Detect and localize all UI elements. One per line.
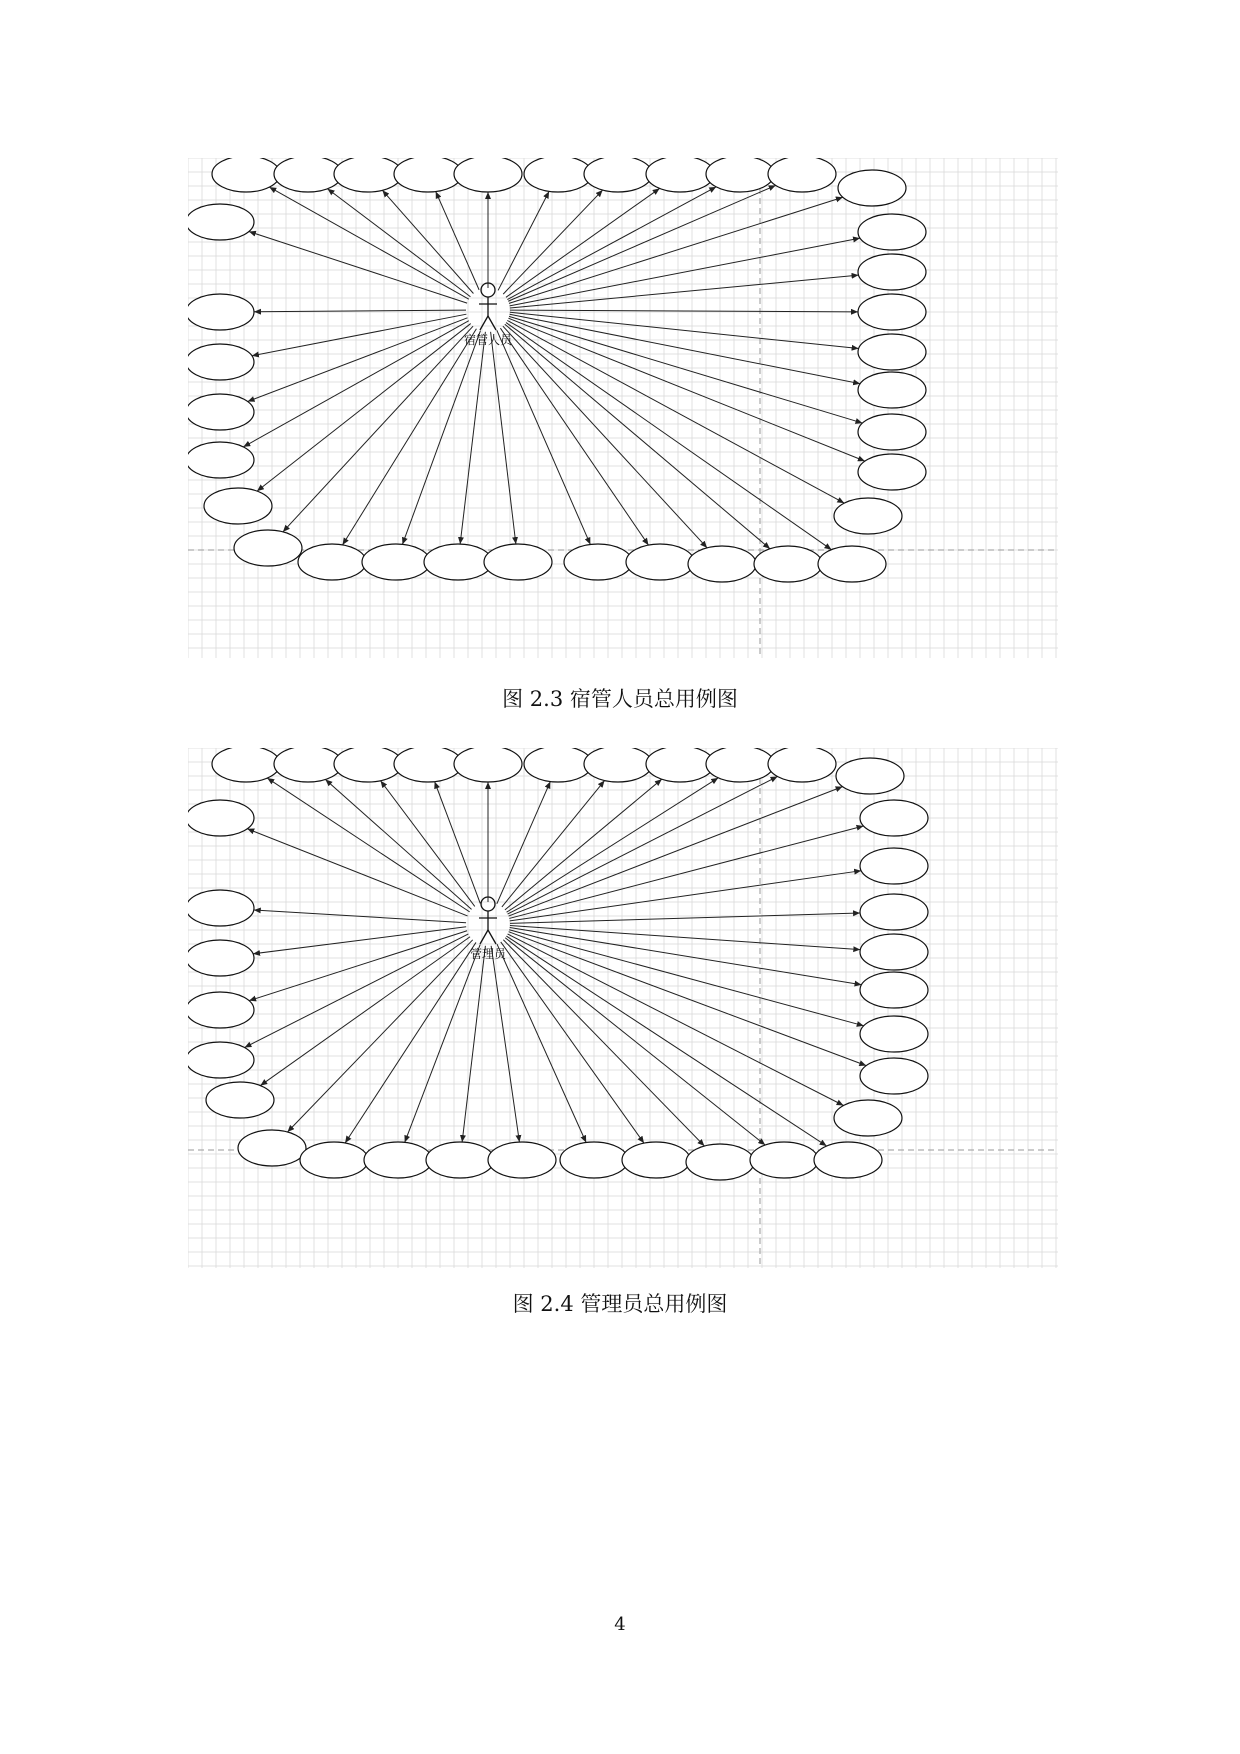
use-case-ellipse <box>860 894 928 930</box>
use-case-ellipse <box>818 546 886 582</box>
figure-caption: 图 2.3 宿管人员总用例图 <box>502 687 738 711</box>
use-case-ellipse <box>860 934 928 970</box>
use-case-ellipse <box>834 498 902 534</box>
use-case-ellipse <box>836 758 904 794</box>
use-case-ellipse <box>860 1058 928 1094</box>
page-number: 4 <box>614 1614 626 1635</box>
association-arrow <box>509 316 862 423</box>
use-case-diagram <box>188 748 1058 1268</box>
use-case-ellipse <box>768 158 836 192</box>
association-arrow <box>510 238 860 306</box>
use-case-ellipse <box>524 748 592 782</box>
actor-name: 管理员 <box>469 947 507 961</box>
use-case-ellipse <box>300 1142 368 1178</box>
association-arrow <box>509 932 867 1066</box>
use-case-ellipse <box>584 748 652 782</box>
use-case-ellipse <box>622 1142 690 1178</box>
use-case-ellipse <box>188 442 254 478</box>
association-arrow <box>510 928 862 985</box>
use-case-ellipse <box>454 748 522 782</box>
use-case-diagram <box>188 158 1058 658</box>
use-case-ellipse <box>858 414 926 450</box>
use-case-ellipse <box>626 544 694 580</box>
use-case-ellipse <box>706 748 774 782</box>
association-arrow <box>269 187 469 299</box>
association-arrow <box>508 776 778 914</box>
use-case-ellipse <box>188 800 254 836</box>
association-arrow <box>510 913 860 923</box>
use-case-ellipse <box>834 1100 902 1136</box>
use-case-ellipse <box>188 890 254 926</box>
use-case-ellipse <box>188 344 254 380</box>
association-arrow <box>491 946 519 1142</box>
association-arrow <box>510 310 858 312</box>
use-case-ellipse <box>394 158 462 192</box>
use-case-ellipse <box>424 544 492 580</box>
use-case-ellipse <box>858 214 926 250</box>
association-arrow <box>435 782 481 904</box>
association-arrow <box>402 331 480 545</box>
use-case-ellipse <box>334 158 402 192</box>
association-arrow <box>252 314 466 356</box>
use-case-ellipse <box>188 204 254 240</box>
association-arrow <box>510 275 859 308</box>
association-arrow <box>325 779 471 909</box>
use-case-ellipse <box>768 748 836 782</box>
association-arrow <box>505 779 662 910</box>
use-case-ellipse <box>206 1082 274 1118</box>
use-case-ellipse <box>646 158 714 192</box>
use-case-ellipse <box>858 294 926 330</box>
use-case-ellipse <box>860 848 928 884</box>
use-case-ellipse <box>564 544 632 580</box>
use-case-ellipse <box>238 1130 306 1166</box>
use-case-ellipse <box>188 394 254 430</box>
use-case-ellipse <box>426 1142 494 1178</box>
use-case-ellipse <box>688 546 756 582</box>
association-arrow <box>503 326 707 548</box>
association-arrow <box>510 871 861 921</box>
use-case-ellipse <box>204 488 272 524</box>
association-arrow <box>509 826 863 918</box>
association-arrow <box>498 191 549 290</box>
use-case-ellipse <box>188 940 254 976</box>
use-case-ellipse <box>858 334 926 370</box>
association-arrow <box>497 330 591 544</box>
association-arrow <box>497 782 551 904</box>
use-case-ellipse <box>334 748 402 782</box>
actor-name: 宿管人员 <box>463 333 513 347</box>
use-case-ellipse <box>524 158 592 192</box>
association-arrow <box>509 197 843 303</box>
use-case-ellipse <box>364 1142 432 1178</box>
use-case-ellipse <box>188 1042 254 1078</box>
association-arrow <box>248 318 468 402</box>
use-case-ellipse <box>858 454 926 490</box>
use-case-ellipse <box>858 372 926 408</box>
association-arrow <box>247 829 467 916</box>
use-case-ellipse <box>754 546 822 582</box>
use-case-ellipse <box>298 544 366 580</box>
use-case-ellipse <box>858 254 926 290</box>
use-case-ellipse <box>362 544 430 580</box>
grid <box>188 158 1058 658</box>
use-case-ellipse <box>838 170 906 206</box>
use-case-ellipse <box>274 158 342 192</box>
association-arrow <box>405 945 480 1143</box>
use-case-ellipse <box>188 992 254 1028</box>
use-case-ellipse <box>860 1016 928 1052</box>
association-arrow <box>253 927 466 954</box>
association-arrow <box>343 329 477 545</box>
use-case-ellipse <box>212 158 280 192</box>
association-arrow <box>260 937 470 1086</box>
use-case-ellipse <box>394 748 462 782</box>
figure-admin-use-case <box>188 748 1058 1268</box>
grid <box>188 748 1058 1268</box>
use-case-ellipse <box>560 1142 628 1178</box>
use-case-ellipse <box>706 158 774 192</box>
association-arrow <box>510 312 859 348</box>
use-case-ellipse <box>454 158 522 192</box>
use-case-ellipse <box>274 748 342 782</box>
association-arrow <box>267 778 469 912</box>
association-arrow <box>505 938 765 1145</box>
use-case-ellipse <box>860 800 928 836</box>
figure-dorm-manager-use-case <box>188 158 1058 658</box>
use-case-ellipse <box>860 972 928 1008</box>
association-arrow <box>503 940 704 1146</box>
use-case-ellipse <box>212 748 280 782</box>
use-case-ellipse <box>488 1142 556 1178</box>
use-case-ellipse <box>814 1142 882 1178</box>
association-arrow <box>510 926 860 950</box>
use-case-ellipse <box>188 294 254 330</box>
association-arrow <box>345 942 476 1143</box>
association-arrow <box>506 323 831 550</box>
association-arrow <box>500 328 648 545</box>
association-arrow <box>507 187 716 300</box>
use-case-ellipse <box>750 1142 818 1178</box>
figure-caption: 图 2.4 管理员总用例图 <box>512 1292 728 1316</box>
use-case-ellipse <box>646 748 714 782</box>
use-case-ellipse <box>484 544 552 580</box>
association-arrow <box>509 787 843 916</box>
use-case-ellipse <box>234 530 302 566</box>
association-arrow <box>506 936 826 1146</box>
use-case-ellipse <box>584 158 652 192</box>
use-case-ellipse <box>686 1144 754 1180</box>
